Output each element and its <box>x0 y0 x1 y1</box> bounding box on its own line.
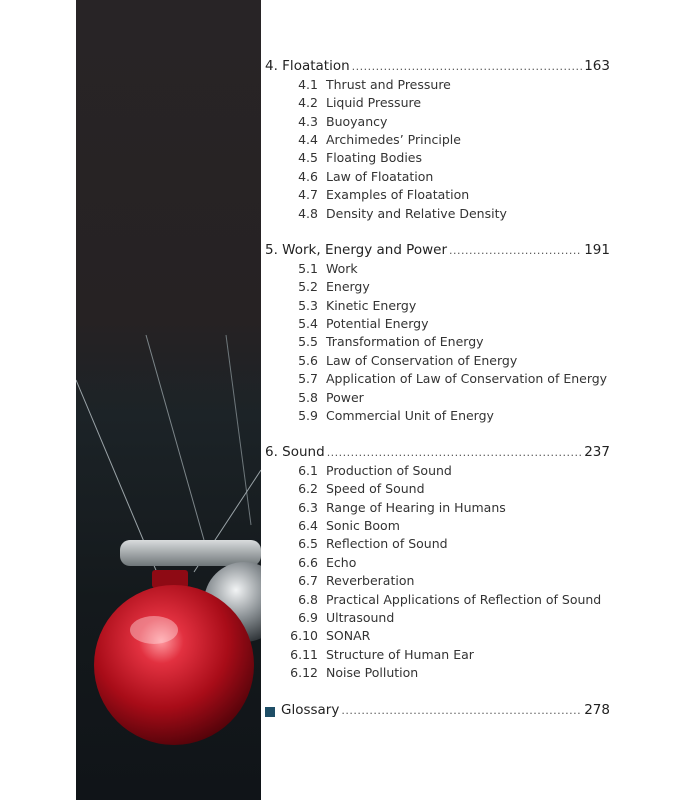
section-title: Ultrasound <box>326 610 395 625</box>
chapter-entry[interactable] <box>265 242 610 262</box>
section-entry[interactable] <box>265 334 484 352</box>
section-entry[interactable] <box>265 169 433 187</box>
section-number: 4.2 <box>298 95 318 110</box>
section-number: 4.1 <box>298 77 318 92</box>
section-title: Range of Hearing in Humans <box>326 500 506 515</box>
section-entry[interactable] <box>265 298 416 316</box>
section-entry[interactable] <box>265 500 506 518</box>
section-entry[interactable] <box>265 481 425 499</box>
section-number: 6.1 <box>298 463 318 478</box>
chapter-title: 4. Floatation <box>265 58 350 74</box>
glossary-page-number: 278 <box>584 702 610 718</box>
section-number: 6.12 <box>290 665 318 680</box>
section-entry[interactable] <box>265 592 601 610</box>
section-number: 4.6 <box>298 169 318 184</box>
dot-leader <box>352 60 583 73</box>
cradle-frame-bar <box>120 540 261 566</box>
section-number: 5.7 <box>298 371 318 386</box>
section-number: 6.10 <box>290 628 318 643</box>
section-title: Work <box>326 261 358 276</box>
section-entry[interactable] <box>265 206 507 224</box>
section-title: Practical Applications of Reflection of Sound <box>326 592 602 607</box>
chapter-page-number: 237 <box>584 444 610 460</box>
section-number: 4.7 <box>298 187 318 202</box>
section-entry[interactable] <box>265 555 356 573</box>
section-entry[interactable] <box>265 536 448 554</box>
section-title: Floating Bodies <box>326 150 423 165</box>
section-number: 5.1 <box>298 261 318 276</box>
glossary-marker-icon <box>265 707 275 717</box>
section-title: Law of Floatation <box>326 169 434 184</box>
section-title: Archimedes’ Principle <box>326 132 461 147</box>
section-number: 6.9 <box>298 610 318 625</box>
section-title: Echo <box>326 555 357 570</box>
section-entry[interactable] <box>265 610 394 628</box>
section-number: 5.8 <box>298 390 318 405</box>
glossary-title: Glossary <box>281 702 340 718</box>
section-title: Application of Law of Conservation of Energy <box>326 371 608 386</box>
ball-highlight <box>130 616 178 644</box>
dot-leader <box>341 704 582 717</box>
section-entry[interactable] <box>265 408 494 426</box>
section-title: Energy <box>326 279 370 294</box>
section-entry[interactable] <box>265 261 358 279</box>
section-number: 5.3 <box>298 298 318 313</box>
section-title: Buoyancy <box>326 114 388 129</box>
dot-leader <box>327 446 583 459</box>
newtons-cradle-illustration <box>76 0 261 800</box>
section-title: Density and Relative Density <box>326 206 507 221</box>
section-number: 6.3 <box>298 500 318 515</box>
section-number: 6.6 <box>298 555 318 570</box>
red-ball <box>94 585 254 745</box>
chapter-page-number: 163 <box>584 58 610 74</box>
section-number: 6.2 <box>298 481 318 496</box>
section-title: SONAR <box>326 628 371 643</box>
section-title: Commercial Unit of Energy <box>326 408 494 423</box>
section-title: Kinetic Energy <box>326 298 417 313</box>
section-title: Transformation of Energy <box>326 334 484 349</box>
section-title: Potential Energy <box>326 316 429 331</box>
cradle-string <box>146 335 204 540</box>
section-entry[interactable] <box>265 665 418 683</box>
section-title: Reverberation <box>326 573 415 588</box>
section-title: Liquid Pressure <box>326 95 422 110</box>
section-number: 6.8 <box>298 592 318 607</box>
section-entry[interactable] <box>265 518 400 536</box>
section-number: 5.9 <box>298 408 318 423</box>
section-number: 6.11 <box>290 647 318 662</box>
section-number: 5.2 <box>298 279 318 294</box>
chapter-title: 5. Work, Energy and Power <box>265 242 447 258</box>
side-photo-panel <box>76 0 261 800</box>
section-title: Law of Conservation of Energy <box>326 353 518 368</box>
section-title: Power <box>326 390 364 405</box>
section-number: 4.4 <box>298 132 318 147</box>
section-title: Noise Pollution <box>326 665 419 680</box>
section-entry[interactable] <box>265 573 414 591</box>
section-entry[interactable] <box>265 628 370 646</box>
section-number: 5.5 <box>298 334 318 349</box>
section-title: Structure of Human Ear <box>326 647 474 662</box>
section-entry[interactable] <box>265 390 364 408</box>
section-entry[interactable] <box>265 316 429 334</box>
section-title: Production of Sound <box>326 463 452 478</box>
section-title: Reflection of Sound <box>326 536 448 551</box>
section-entry[interactable] <box>265 95 421 113</box>
section-entry[interactable] <box>265 647 474 665</box>
section-number: 6.5 <box>298 536 318 551</box>
section-entry[interactable] <box>265 77 451 95</box>
section-title: Sonic Boom <box>326 518 400 533</box>
chapter-entry[interactable] <box>265 58 610 78</box>
section-entry[interactable] <box>265 187 469 205</box>
dot-leader <box>449 244 582 257</box>
section-title: Speed of Sound <box>326 481 425 496</box>
section-entry[interactable] <box>265 150 422 168</box>
section-number: 5.6 <box>298 353 318 368</box>
chapter-entry[interactable] <box>265 444 610 464</box>
cradle-string <box>226 335 251 525</box>
section-entry[interactable] <box>265 353 517 371</box>
section-number: 6.4 <box>298 518 318 533</box>
section-entry[interactable] <box>265 132 461 150</box>
section-number: 5.4 <box>298 316 318 331</box>
chapter-page-number: 191 <box>584 242 610 258</box>
glossary-entry[interactable] <box>265 702 610 722</box>
section-title: Examples of Floatation <box>326 187 470 202</box>
chapter-title: 6. Sound <box>265 444 325 460</box>
section-number: 4.8 <box>298 206 318 221</box>
section-entry[interactable] <box>265 463 452 481</box>
section-entry[interactable] <box>265 371 607 389</box>
section-entry[interactable] <box>265 279 370 297</box>
section-number: 4.5 <box>298 150 318 165</box>
section-number: 6.7 <box>298 573 318 588</box>
section-entry[interactable] <box>265 114 387 132</box>
section-title: Thrust and Pressure <box>326 77 451 92</box>
section-number: 4.3 <box>298 114 318 129</box>
